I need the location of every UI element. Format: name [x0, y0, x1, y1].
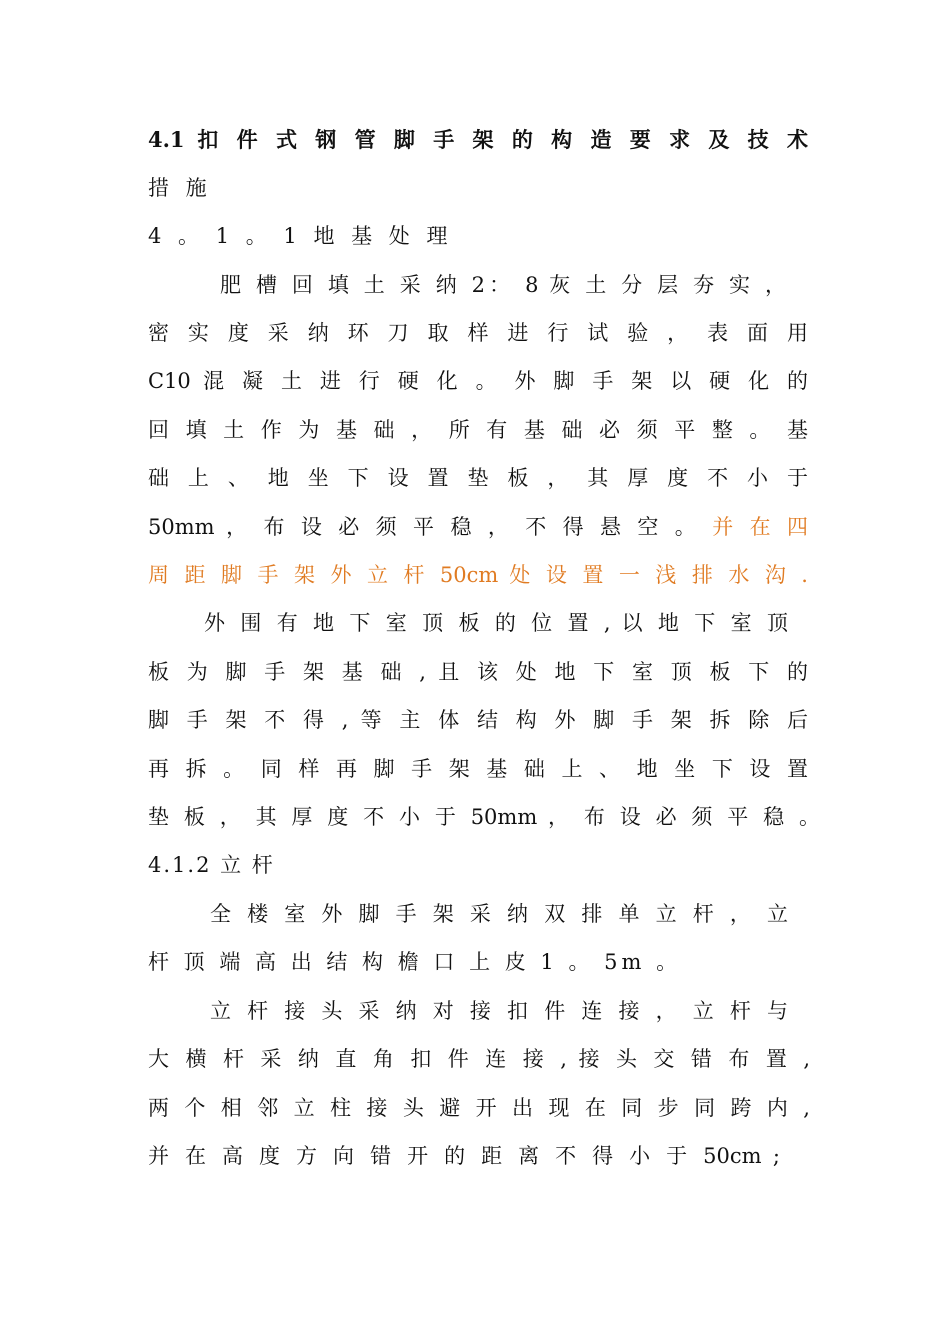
paragraph-line-text: 脚 手 架 不 得 , 等 主 体 结 构 外 脚 手 架 拆 除 后 — [148, 708, 808, 732]
paragraph-line-text: 肥 槽 回 填 土 采 纳 2： 8 灰 土 分 层 夯 实 ， — [220, 273, 786, 297]
paragraph-line — [148, 938, 808, 986]
highlighted-paragraph-line — [148, 551, 808, 599]
paragraph-line-text: 全 楼 室 外 脚 手 架 采 纳 双 排 单 立 杆 ， 立 — [210, 902, 788, 926]
paragraph-line — [204, 599, 788, 647]
subsection-heading-4-1-1 — [148, 212, 808, 260]
paragraph-line-text: 立 杆 接 头 采 纳 对 接 扣 件 连 接 ， 立 杆 与 — [210, 999, 788, 1023]
highlighted-text: 并 在 四 — [712, 515, 808, 539]
paragraph-line — [148, 745, 808, 793]
paragraph-line — [210, 987, 788, 1035]
paragraph-line — [148, 454, 808, 502]
section-heading-4-1-continued — [148, 164, 808, 212]
paragraph-line-text: 再 拆 。 同 样 再 脚 手 架 基 础 上 、 地 坐 下 设 置 — [148, 757, 808, 781]
paragraph-line-text: 回 填 土 作 为 基 础 ， 所 有 基 础 必 须 平 整 。 基 — [148, 418, 808, 442]
paragraph-line-text: 两 个 相 邻 立 柱 接 头 避 开 出 现 在 同 步 同 跨 内 , — [148, 1096, 810, 1120]
paragraph-line-text: 础 上 、 地 坐 下 设 置 垫 板 ， 其 厚 度 不 小 于 — [148, 466, 808, 490]
paragraph-line — [148, 648, 808, 696]
paragraph-line-text: 杆 顶 端 高 出 结 构 檐 口 上 皮 1 。 5m 。 — [148, 950, 682, 974]
paragraph-line-text: 大 横 杆 采 纳 直 角 扣 件 连 接 , 接 头 交 错 布 置 , — [148, 1047, 810, 1071]
paragraph-line — [148, 793, 820, 841]
section-heading-4-1-continued-text: 措 施 — [148, 176, 212, 200]
paragraph-line — [148, 357, 808, 405]
paragraph-line-text: 并 在 高 度 方 向 错 开 的 距 离 不 得 小 于 50cm ; — [148, 1144, 780, 1168]
subsection-heading-4-1-1-text: 4 。 1 。 1 地 基 处 理 — [148, 224, 453, 248]
paragraph-line — [148, 309, 808, 357]
section-heading-4-1 — [148, 116, 808, 164]
paragraph-line — [148, 1084, 810, 1132]
paragraph-line — [220, 261, 786, 309]
paragraph-line-text: C10 混 凝 土 进 行 硬 化 。 外 脚 手 架 以 硬 化 的 — [148, 369, 808, 393]
paragraph-line — [148, 406, 808, 454]
section-heading-4-1-text: 4.1 扣 件 式 钢 管 脚 手 架 的 构 造 要 求 及 技 术 — [148, 127, 808, 152]
paragraph-line-text: 密 实 度 采 纳 环 刀 取 样 进 行 试 验 ， 表 面 用 — [148, 321, 808, 345]
paragraph-line-mixed — [148, 503, 808, 551]
paragraph-line — [210, 890, 788, 938]
highlighted-text: 周 距 脚 手 架 外 立 杆 50cm 处 设 置 一 浅 排 水 沟 . — [148, 563, 808, 587]
paragraph-line-text: 外 围 有 地 下 室 顶 板 的 位 置 , 以 地 下 室 顶 — [204, 611, 788, 635]
paragraph-line-text: 垫 板 ， 其 厚 度 不 小 于 50mm ， 布 设 必 须 平 稳 。 — [148, 805, 820, 829]
paragraph-line — [148, 696, 808, 744]
paragraph-line-text: 50mm ， 布 设 必 须 平 稳 ， 不 得 悬 空 。 — [148, 515, 713, 539]
paragraph-line-text: 板 为 脚 手 架 基 础 , 且 该 处 地 下 室 顶 板 下 的 — [148, 660, 808, 684]
subsection-heading-4-1-2-text: 4.1.2 立 杆 — [148, 853, 275, 877]
paragraph-line — [148, 1132, 780, 1180]
subsection-heading-4-1-2 — [148, 841, 808, 889]
paragraph-line — [148, 1035, 810, 1083]
